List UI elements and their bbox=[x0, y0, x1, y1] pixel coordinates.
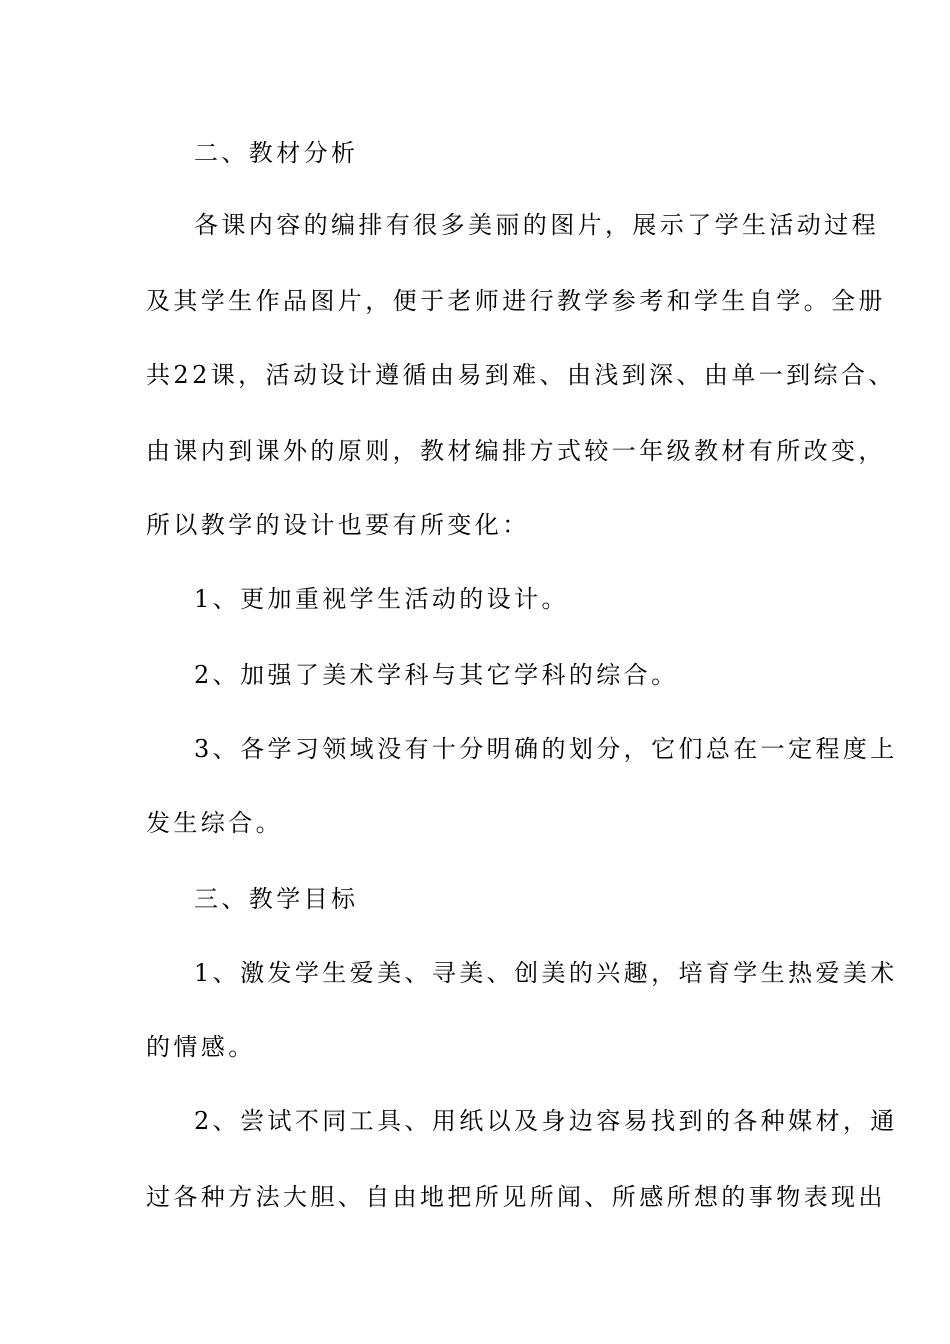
list-item: 2、加强了美术学科与其它学科的综合。 bbox=[194, 661, 679, 689]
section-heading-teaching-goals: 三、教学目标 bbox=[194, 885, 359, 913]
paragraph-line: 及其学生作品图片，便于老师进行教学参考和学生自学。全册 bbox=[146, 287, 886, 315]
list-item: 1、更加重视学生活动的设计。 bbox=[194, 585, 569, 613]
list-item-continuation: 发生综合。 bbox=[146, 809, 283, 837]
section-heading-textbook-analysis: 二、教材分析 bbox=[194, 139, 359, 167]
list-item: 3、各学习领域没有十分明确的划分，它们总在一定程度上 bbox=[194, 735, 898, 763]
paragraph-line: 共22课，活动设计遵循由易到难、由浅到深、由单一到综合、 bbox=[146, 361, 896, 389]
list-item-continuation: 过各种方法大胆、自由地把所见所闻、所感所想的事物表现出 bbox=[146, 1183, 886, 1211]
list-item: 1、激发学生爱美、寻美、创美的兴趣，培育学生热爱美术 bbox=[194, 959, 898, 987]
paragraph-line: 各课内容的编排有很多美丽的图片，展示了学生活动过程 bbox=[194, 211, 879, 239]
list-item-continuation: 的情感。 bbox=[146, 1033, 256, 1061]
paragraph-line: 由课内到课外的原则，教材编排方式较一年级教材有所改变， bbox=[146, 437, 886, 465]
list-item: 2、尝试不同工具、用纸以及身边容易找到的各种媒材，通 bbox=[194, 1107, 898, 1135]
paragraph-line: 所以教学的设计也要有所变化： bbox=[146, 511, 530, 539]
